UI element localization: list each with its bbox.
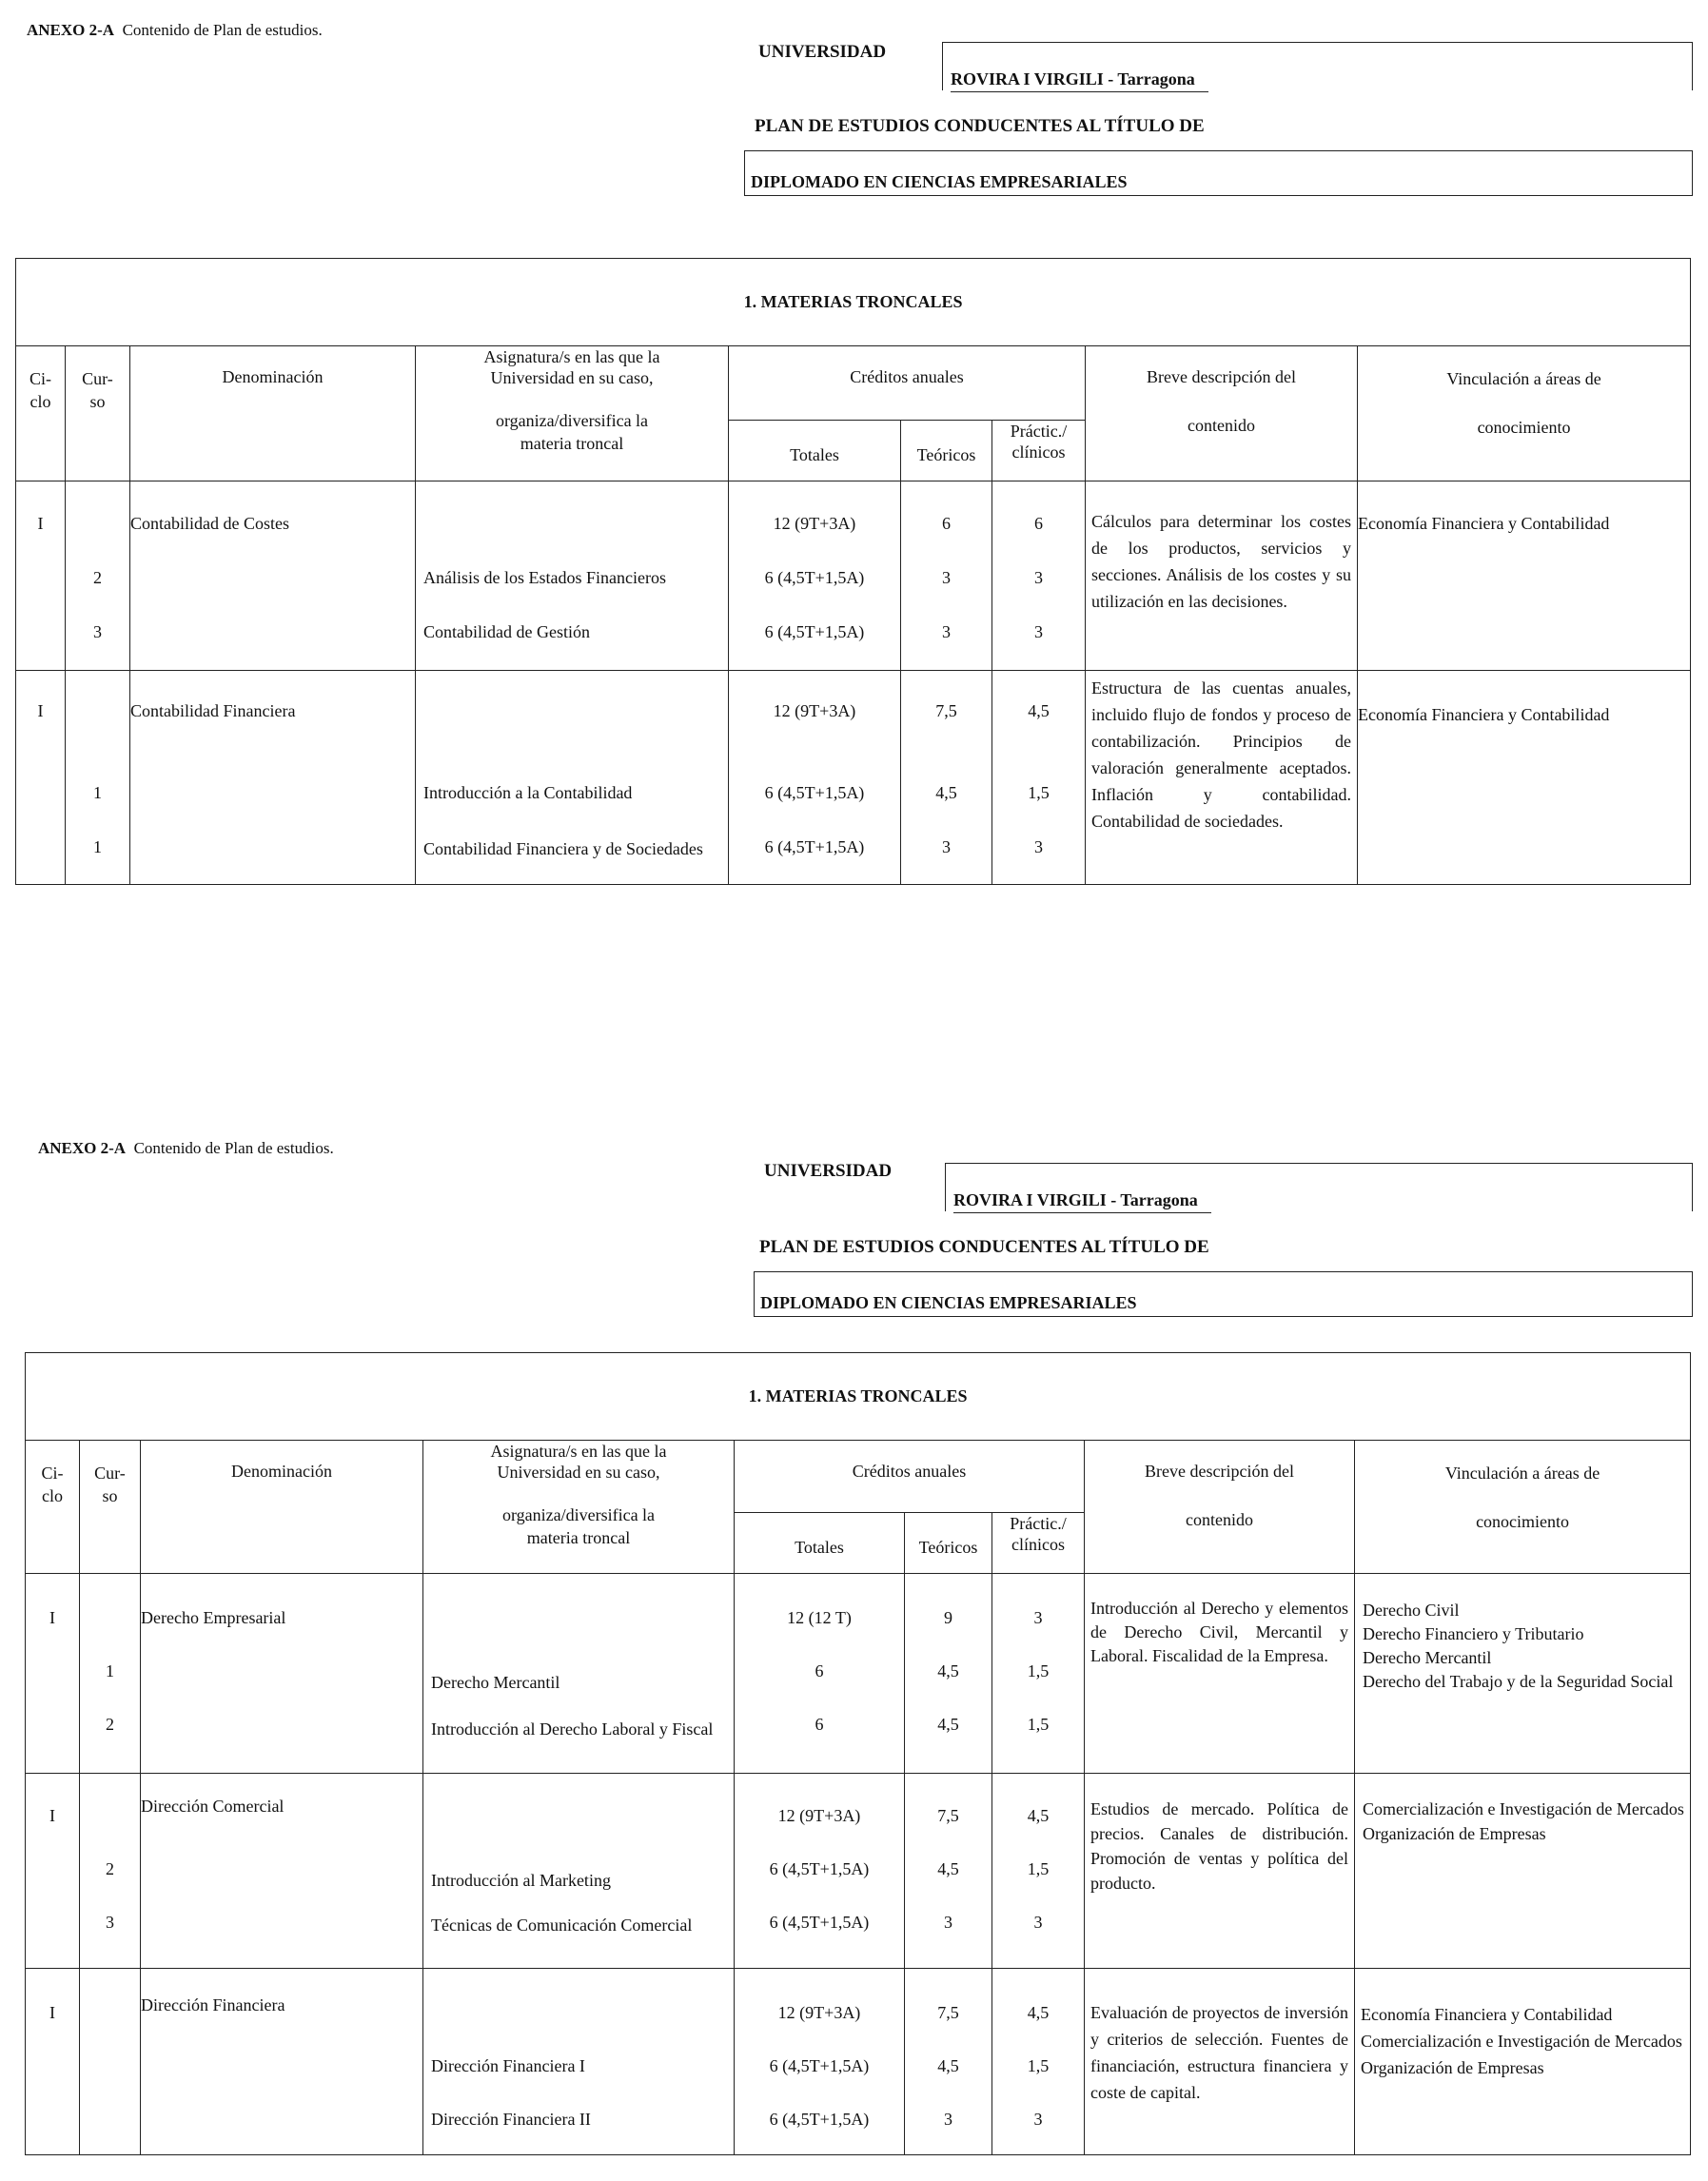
header-creditos: Créditos anuales [735,1441,1085,1513]
vinculacion-cell: Comercialización e Investigación de Mercados Organización de Empresas [1355,1774,1691,1969]
annex-heading [38,1139,334,1158]
teoricos-cell: 9 4,5 4,5 [905,1574,992,1774]
vinculacion-cell: Derecho Civil Derecho Financiero y Tributario Derecho Mercantil Derecho del Trabajo y de la Seguridad Social [1355,1574,1691,1774]
table-title: 1. MATERIAS TRONCALES [16,259,1691,346]
table-row-group [16,671,1691,885]
denominacion-cell: Contabilidad de Costes [130,481,416,671]
descripcion-cell: Evaluación de proyectos de inversión y criterios de selección. Fuentes de financiación, estructura financiera y coste de capital. [1085,1969,1355,2155]
subjects-table [25,1352,1691,2155]
header-curso: Cur- so [80,1441,141,1574]
header-practicos: Práctic./ clínicos [992,1513,1085,1574]
annex-text: Contenido de Plan de estudios. [133,1139,334,1157]
header-practicos: Práctic./ clínicos [992,421,1086,481]
asignatura-cell: Derecho Mercantil Introducción al Derecho Laboral y Fiscal [423,1574,735,1774]
annex-label: ANEXO 2-A [38,1139,127,1157]
plan-title: PLAN DE ESTUDIOS CONDUCENTES AL TÍTULO DE [759,1237,1209,1257]
annex-text: Contenido de Plan de estudios. [122,21,323,39]
table-row-group [16,481,1691,671]
asignatura-cell: Dirección Financiera I Dirección Financiera II [423,1969,735,2155]
teoricos-cell: 6 3 3 [901,481,992,671]
curso-cell: 2 3 [80,1774,141,1969]
totales-cell: 12 (9T+3A) 6 (4,5T+1,5A) 6 (4,5T+1,5A) [729,671,901,885]
descripcion-cell: Cálculos para determinar los costes de los productos, servicios y secciones. Análisis de los costes y su utilización en las decisiones. [1086,481,1358,671]
header-asignatura: Asignatura/s en las que la Universidad en su caso, organiza/diversifica la materia troncal [416,346,729,481]
plan-title: PLAN DE ESTUDIOS CONDUCENTES AL TÍTULO DE [755,116,1205,136]
subjects-table [15,258,1691,885]
asignatura-cell: Introducción al Marketing Técnicas de Comunicación Comercial [423,1774,735,1969]
table-title: 1. MATERIAS TRONCALES [26,1353,1691,1441]
header-vinculacion: Vinculación a áreas de conocimiento [1358,346,1691,481]
totales-cell: 12 (12 T) 6 6 [735,1574,905,1774]
ciclo-cell: I [16,481,66,671]
curso-cell: 2 3 [66,481,130,671]
vinculacion-cell: Economía Financiera y Contabilidad Comercialización e Investigación de Mercados Organización de Empresas [1355,1969,1691,2155]
header-curso: Cur- so [66,346,130,481]
university-box [942,42,1693,90]
annex-heading [27,21,323,40]
university-name: ROVIRA I VIRGILI - Tarragona [951,69,1208,92]
degree-box [754,1271,1693,1317]
header-asignatura: Asignatura/s en las que la Universidad en su caso, organiza/diversifica la materia troncal [423,1441,735,1574]
university-name: ROVIRA I VIRGILI - Tarragona [953,1190,1211,1213]
practicos-cell: 6 3 3 [992,481,1086,671]
denominacion-cell: Dirección Comercial [141,1774,423,1969]
totales-cell: 12 (9T+3A) 6 (4,5T+1,5A) 6 (4,5T+1,5A) [735,1969,905,2155]
degree-name: DIPLOMADO EN CIENCIAS EMPRESARIALES [751,172,1128,191]
university-label: UNIVERSIDAD [764,1161,893,1181]
practicos-cell: 3 1,5 1,5 [992,1574,1085,1774]
practicos-cell: 4,5 1,5 3 [992,1969,1085,2155]
header-denominacion: Denominación [141,1441,423,1574]
header-teoricos: Teóricos [905,1513,992,1574]
curso-cell [80,1969,141,2155]
practicos-cell: 4,5 1,5 3 [992,671,1086,885]
asignatura-cell: Análisis de los Estados Financieros Contabilidad de Gestión [416,481,729,671]
header-vinculacion: Vinculación a áreas de conocimiento [1355,1441,1691,1574]
university-box [945,1163,1693,1211]
ciclo-cell: I [16,671,66,885]
header-denominacion: Denominación [130,346,416,481]
header-creditos: Créditos anuales [729,346,1086,421]
annex-label: ANEXO 2-A [27,21,115,39]
vinculacion-cell: Economía Financiera y Contabilidad [1358,481,1691,671]
totales-cell: 12 (9T+3A) 6 (4,5T+1,5A) 6 (4,5T+1,5A) [729,481,901,671]
ciclo-cell: I [26,1969,80,2155]
table-row-group [26,1969,1691,2155]
totales-cell: 12 (9T+3A) 6 (4,5T+1,5A) 6 (4,5T+1,5A) [735,1774,905,1969]
header-totales: Totales [735,1513,905,1574]
header-teoricos: Teóricos [901,421,992,481]
degree-box [744,150,1693,196]
descripcion-cell: Estudios de mercado. Política de precios. Canales de distribución. Promoción de ventas y política del producto. [1085,1774,1355,1969]
university-label: UNIVERSIDAD [758,42,887,62]
header-ciclo: Ci- clo [16,346,66,481]
denominacion-cell: Contabilidad Financiera [130,671,416,885]
teoricos-cell: 7,5 4,5 3 [901,671,992,885]
denominacion-cell: Dirección Financiera [141,1969,423,2155]
curso-cell: 1 1 [66,671,130,885]
vinculacion-cell: Economía Financiera y Contabilidad [1358,671,1691,885]
denominacion-cell: Derecho Empresarial [141,1574,423,1774]
descripcion-cell: Introducción al Derecho y elementos de Derecho Civil, Mercantil y Laboral. Fiscalidad de la Empresa. [1085,1574,1355,1774]
header-totales: Totales [729,421,901,481]
table-row-group [26,1774,1691,1969]
header-descripcion: Breve descripción del contenido [1085,1441,1355,1574]
ciclo-cell: I [26,1774,80,1969]
descripcion-cell: Estructura de las cuentas anuales, incluido flujo de fondos y proceso de contabilización. Principios de valoración generalmente aceptados. Inflación y contabilidad. Contabilidad de sociedades. [1086,671,1358,885]
header-ciclo: Ci- clo [26,1441,80,1574]
teoricos-cell: 7,5 4,5 3 [905,1774,992,1969]
ciclo-cell: I [26,1574,80,1774]
asignatura-cell: Introducción a la Contabilidad Contabilidad Financiera y de Sociedades [416,671,729,885]
curso-cell: 1 2 [80,1574,141,1774]
table-row-group [26,1574,1691,1774]
teoricos-cell: 7,5 4,5 3 [905,1969,992,2155]
degree-name: DIPLOMADO EN CIENCIAS EMPRESARIALES [760,1293,1137,1312]
practicos-cell: 4,5 1,5 3 [992,1774,1085,1969]
header-descripcion: Breve descripción del contenido [1086,346,1358,481]
